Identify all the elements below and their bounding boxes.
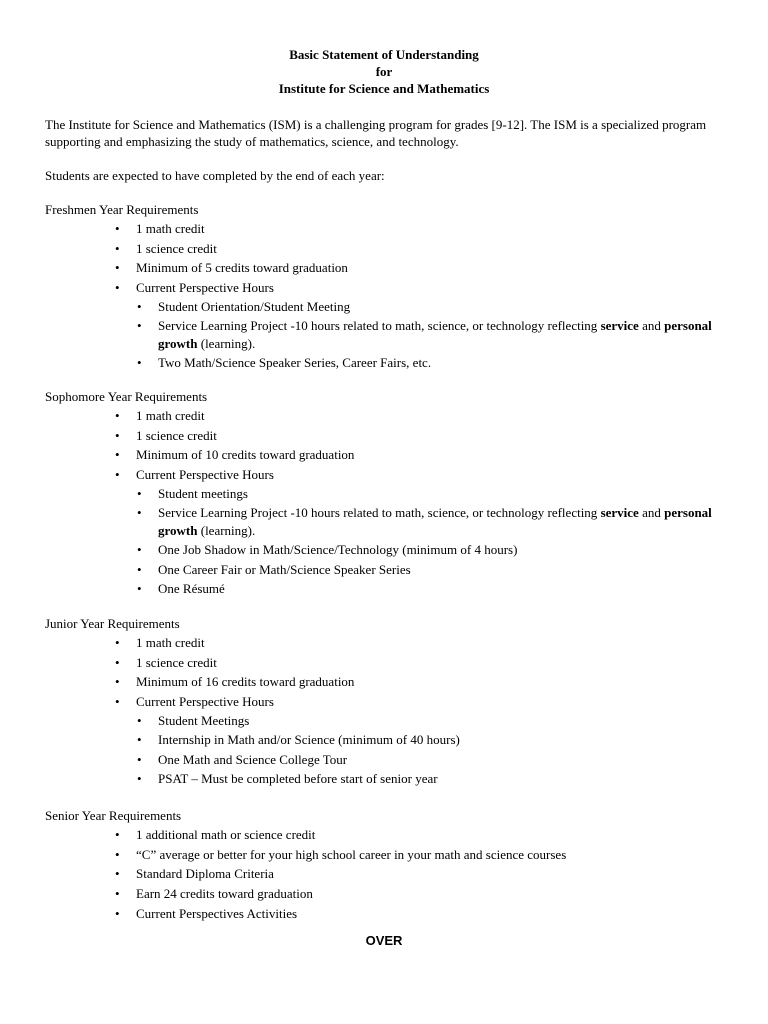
list-item: • 1 science credit xyxy=(115,427,217,443)
title-line-3: Institute for Science and Mathematics xyxy=(278,81,490,96)
list-item: • Current Perspectives Activities xyxy=(115,905,298,921)
list-item: • 1 math credit xyxy=(115,221,205,236)
list-item: • Minimum of 16 credits toward graduation xyxy=(115,674,355,690)
sub-list-item: • One Résumé xyxy=(137,581,225,597)
section-heading: Sophomore Year Requirements xyxy=(45,389,208,404)
sub-list-item: • Service Learning Project -10 hours related to math, science, or technology reflecting service and personal growth (learning). xyxy=(137,505,712,538)
sub-list-item: • Internship in Math and/or Science (minimum of 40 hours) xyxy=(137,732,460,748)
requirements-list xyxy=(45,406,735,485)
list-item: • 1 science credit xyxy=(115,654,217,670)
title-line-2: for xyxy=(375,64,393,79)
sub-list-item: • Service Learning Project -10 hours related to math, science, or technology reflecting service and personal growth (learning). xyxy=(137,318,712,351)
list-item: • 1 math credit xyxy=(115,635,205,650)
junior-section xyxy=(45,615,735,790)
sub-requirements-list xyxy=(45,712,735,788)
sub-list-item: • PSAT – Must be completed before start of senior year xyxy=(137,771,438,787)
list-item: • 1 science credit xyxy=(115,240,217,256)
intro-paragraph: The Institute for Science and Mathematics (ISM) is a challenging program for grades [9-12]. The ISM is a specialized program supporting and emphasizing the study of mathematics, science, and technology. xyxy=(45,117,707,149)
sub-list-item: • One Career Fair or Math/Science Speaker Series xyxy=(137,561,411,577)
section-heading: Senior Year Requirements xyxy=(45,808,182,823)
sub-list-item: • Student Orientation/Student Meeting xyxy=(137,298,351,314)
document-title xyxy=(0,46,768,97)
sub-list-item: • Student Meetings xyxy=(137,712,250,728)
list-item: • 1 math credit xyxy=(115,408,205,423)
sub-list-item: • Student meetings xyxy=(137,485,248,501)
senior-section xyxy=(45,807,735,924)
list-item: • 1 additional math or science credit xyxy=(115,827,316,842)
section-heading: Junior Year Requirements xyxy=(45,616,180,631)
expectations-line: Students are expected to have completed by the end of each year: xyxy=(45,168,385,183)
list-item: • Current Perspective Hours xyxy=(115,694,274,710)
list-item: • Current Perspective Hours xyxy=(115,467,274,483)
requirements-list xyxy=(45,219,735,298)
sub-requirements-list xyxy=(45,298,735,372)
over-label: OVER xyxy=(365,933,403,948)
freshmen-section xyxy=(45,201,735,374)
section-heading: Freshmen Year Requirements xyxy=(45,202,199,217)
title-line-1: Basic Statement of Understanding xyxy=(289,47,479,62)
sub-requirements-list xyxy=(45,485,735,598)
requirements-list xyxy=(45,633,735,712)
sub-list-item: • One Math and Science College Tour xyxy=(137,751,348,767)
sophomore-section xyxy=(45,388,735,600)
list-item: • Minimum of 5 credits toward graduation xyxy=(115,260,348,276)
list-item: • Minimum of 10 credits toward graduation xyxy=(115,447,355,463)
list-item: • Current Perspective Hours xyxy=(115,280,274,296)
list-item: • Earn 24 credits toward graduation xyxy=(115,886,313,902)
sub-list-item: • One Job Shadow in Math/Science/Technology (minimum of 4 hours) xyxy=(137,542,518,558)
requirements-list xyxy=(45,825,735,924)
list-item: • “C” average or better for your high school career in your math and science courses xyxy=(115,846,567,862)
sub-list-item: • Two Math/Science Speaker Series, Career Fairs, etc. xyxy=(137,355,432,371)
list-item: • Standard Diploma Criteria xyxy=(115,866,274,882)
